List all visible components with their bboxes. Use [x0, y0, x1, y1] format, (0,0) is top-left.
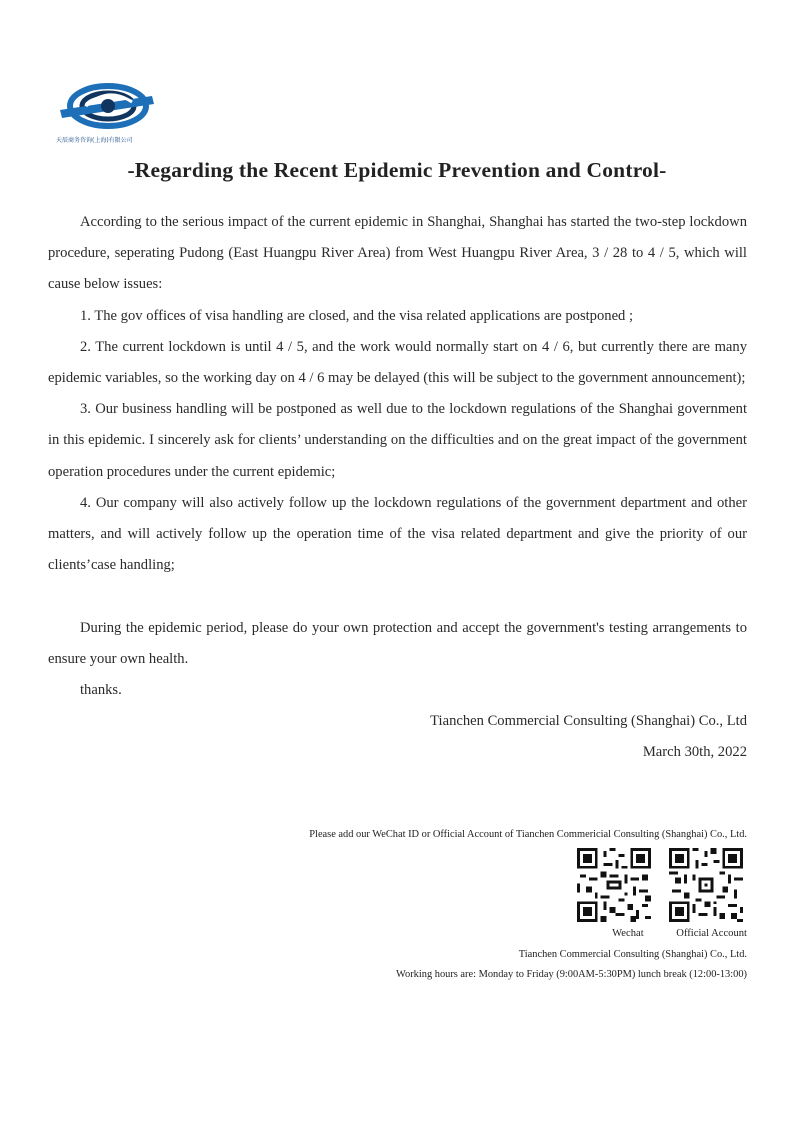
- qr-label-wechat: Wechat: [612, 928, 644, 939]
- working-hours: Working hours are: Monday to Friday (9:00AM-5:30PM) lunch break (12:00-13:00): [396, 969, 747, 980]
- signature-company: Tianchen Commercial Consulting (Shanghai) Co., Ltd: [430, 713, 747, 730]
- letter-body: [48, 207, 747, 769]
- wechat-qr-code-icon: [577, 848, 651, 922]
- official-account-qr-code-icon: [669, 848, 743, 922]
- footer-prompt: [309, 825, 747, 845]
- wechat-prompt: Please add our WeChat ID or Official Account of Tianchen Commericial Consulting (Shanghai) Co., Ltd.: [309, 829, 747, 840]
- list-item: 1. The gov offices of visa handling are closed, and the visa related applications are postponed ;: [80, 307, 634, 324]
- closing-paragraph: During the epidemic period, please do your own protection and accept the government's testing arrangements to ensure your own health.: [48, 619, 747, 667]
- company-logo-icon: [56, 76, 166, 136]
- qr-labels: [612, 928, 747, 939]
- thanks-line: thanks.: [80, 682, 122, 699]
- footer-company: Tianchen Commercial Consulting (Shanghai) Co., Ltd.: [518, 949, 747, 960]
- list-item: 4. Our company will also actively follow up the lockdown regulations of the government department and other matters, and will actively follow up the operation time of the visa related department and give the priority of our clients’case handling;: [48, 494, 747, 574]
- company-logo: [56, 76, 166, 146]
- intro-paragraph: According to the serious impact of the current epidemic in Shanghai, Shanghai has started the two-step lockdown procedure, seperating Pudong (East Huangpu River Area) from West Huangpu River Area, 3 / 28 to 4 / 5, which will cause below issues:: [48, 214, 747, 293]
- qr-label-official-account: Official Account: [676, 928, 747, 939]
- logo-caption: 天辰商务咨询(上海)有限公司: [56, 137, 133, 144]
- page-title: -Regarding the Recent Epidemic Prevention and Control-: [127, 158, 667, 182]
- list-item: 2. The current lockdown is until 4 / 5, and the work would normally start on 4 / 6, but currently there are many epidemic variables, so the working day on 4 / 6 may be delayed (this will be subject to the government announcement);: [48, 338, 747, 387]
- signature-date: March 30th, 2022: [642, 744, 747, 761]
- list-item: 3. Our business handling will be postponed as well due to the lockdown regulations of the Shanghai government in this epidemic. I sincerely ask for clients’ understanding on the difficulties and on the great impact of the government operation procedures under the current epidemic;: [48, 401, 747, 480]
- qr-codes: [577, 848, 747, 924]
- footer-info: [396, 945, 747, 985]
